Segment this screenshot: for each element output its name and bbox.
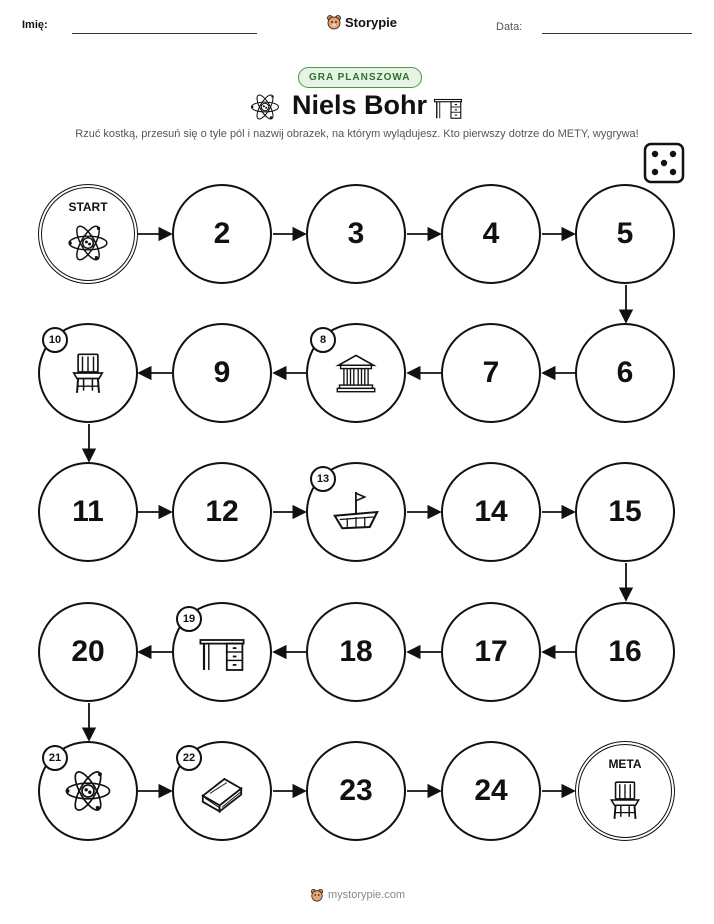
board-cell-7[interactable]: [441, 323, 541, 423]
cell-number: 12: [205, 495, 239, 528]
board-cell-10[interactable]: [38, 323, 138, 423]
cell-number: 11: [72, 495, 104, 528]
boat-icon: [331, 487, 381, 537]
cell-number: 6: [616, 356, 634, 389]
cell-number: 15: [608, 495, 642, 528]
bear-icon: [310, 888, 324, 902]
board-cell-22[interactable]: [172, 741, 272, 841]
board-cell-15[interactable]: [575, 462, 675, 562]
cell-number-badge: 10: [42, 327, 68, 353]
instructions: Rzuć kostką, przesuń się o tyle pól i nazwij obrazek, na którym wylądujesz. Kto pierwszy dotrze do METY, wygrywa!: [75, 128, 639, 140]
atom-icon: [67, 222, 109, 264]
board-cell-21[interactable]: [38, 741, 138, 841]
chair-icon: [604, 779, 646, 821]
board-cell-11[interactable]: [38, 462, 138, 562]
atom-icon: [64, 767, 112, 815]
board-cell-12[interactable]: [172, 462, 272, 562]
board-cell-20[interactable]: [38, 602, 138, 702]
book-icon: [198, 767, 246, 815]
cell-number: 14: [474, 495, 508, 528]
cell-number: 23: [339, 774, 373, 807]
cell-number: 16: [608, 635, 642, 668]
cell-number: 7: [482, 356, 500, 389]
footer-url[interactable]: mystorypie.com: [328, 889, 406, 901]
brand-name: Storypie: [345, 14, 398, 30]
meta-label: META: [608, 757, 642, 771]
board-cell-13[interactable]: [306, 462, 406, 562]
board-cell-3[interactable]: [306, 184, 406, 284]
page-title: Niels Bohr: [292, 90, 428, 120]
museum-icon: [334, 351, 378, 395]
cell-number: 5: [616, 217, 634, 250]
board-cell-start[interactable]: [38, 184, 138, 284]
cell-number: 2: [213, 217, 231, 250]
board-cell-6[interactable]: [575, 323, 675, 423]
cell-number-badge: 13: [310, 466, 336, 492]
cell-number: 4: [482, 217, 500, 250]
cell-number: 3: [347, 217, 365, 250]
board-cell-5[interactable]: [575, 184, 675, 284]
board-cell-18[interactable]: [306, 602, 406, 702]
board-cell-19[interactable]: [172, 602, 272, 702]
board-cell-2[interactable]: [172, 184, 272, 284]
board-cell-14[interactable]: [441, 462, 541, 562]
cell-number-badge: 22: [176, 745, 202, 771]
board-cell-8[interactable]: [306, 323, 406, 423]
board-cell-meta[interactable]: [575, 741, 675, 841]
desk-icon: [198, 628, 246, 676]
board-cell-9[interactable]: [172, 323, 272, 423]
cell-number: 24: [474, 774, 508, 807]
cell-number-badge: 19: [176, 606, 202, 632]
cell-number: 9: [213, 356, 231, 389]
start-label: START: [68, 200, 108, 214]
board-cell-16[interactable]: [575, 602, 675, 702]
cell-number: 18: [339, 635, 373, 668]
cell-number: 20: [71, 635, 105, 668]
cell-number-badge: 21: [42, 745, 68, 771]
board-cell-4[interactable]: [441, 184, 541, 284]
cell-number: 17: [474, 635, 508, 668]
name-label: Imię:: [22, 19, 48, 31]
cell-number-badge: 8: [310, 327, 336, 353]
footer: [310, 888, 405, 902]
game-type-badge: GRA PLANSZOWA: [298, 67, 422, 88]
chair-icon: [66, 351, 110, 395]
board-cell-17[interactable]: [441, 602, 541, 702]
board-cell-23[interactable]: [306, 741, 406, 841]
date-label: Data:: [496, 21, 523, 33]
board-cell-24[interactable]: [441, 741, 541, 841]
